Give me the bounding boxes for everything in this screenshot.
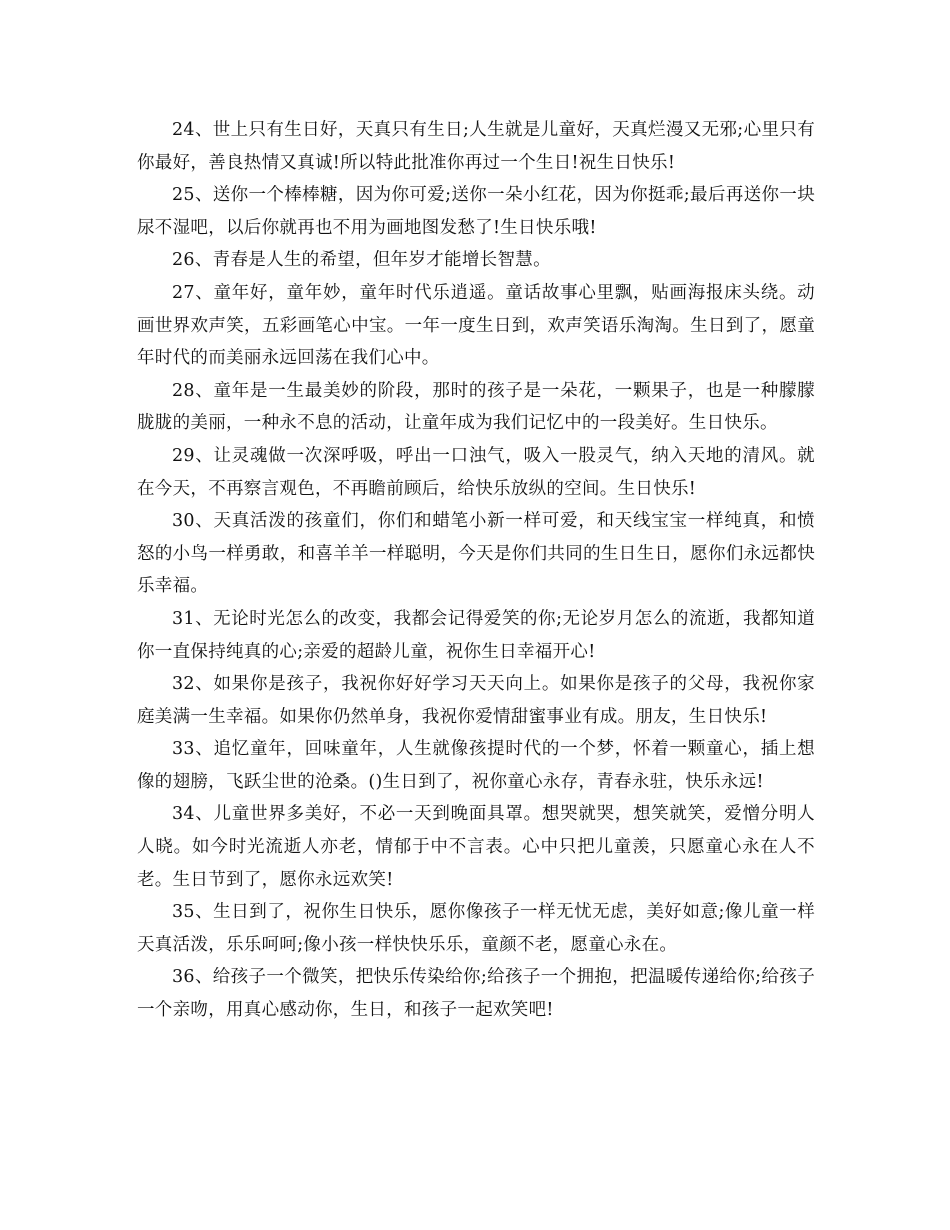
paragraph-24: 24、世上只有生日好，天真只有生日;人生就是儿童好，天真烂漫又无邪;心里只有你最好，善良热情又真诚!所以特此批准你再过一个生日!祝生日快乐!: [137, 120, 815, 173]
paragraph-35: 35、生日到了，祝你生日快乐，愿你像孩子一样无忧无虑，美好如意;像儿童一样天真活泼，乐乐呵呵;像小孩一样快快乐乐，童颜不老，愿童心永在。: [137, 902, 815, 955]
paragraph-25: 25、送你一个棒棒糖，因为你可爱;送你一朵小红花，因为你挺乖;最后再送你一块尿不湿吧，以后你就再也不用为画地图发愁了!生日快乐哦!: [137, 185, 815, 238]
paragraph-34: 34、儿童世界多美好，不必一天到晚面具罩。想哭就哭，想笑就笑，爱憎分明人人晓。如今时光流逝人亦老，情郁于中不言表。心中只把儿童羡，只愿童心永在人不老。生日节到了，愿你永远欢笑!: [137, 804, 815, 890]
document-page: [137, 114, 815, 1027]
paragraph-28: 28、童年是一生最美妙的阶段，那时的孩子是一朵花，一颗果子，也是一种朦朦胧胧的美丽，一种永不息的活动，让童年成为我们记忆中的一段美好。生日快乐。: [137, 380, 815, 434]
paragraph-26: 26、青春是人生的希望，但年岁才能增长智慧。: [172, 250, 551, 271]
paragraph-33: 33、追忆童年，回味童年，人生就像孩提时代的一个梦，怀着一颗童心，插上想像的翅膀，飞跃尘世的沧桑。()生日到了，祝你童心永存，青春永驻，快乐永远!: [137, 739, 815, 792]
paragraph-32: 32、如果你是孩子，我祝你好好学习天天向上。如果你是孩子的父母，我祝你家庭美满一生幸福。如果你仍然单身，我祝你爱情甜蜜事业有成。朋友，生日快乐!: [137, 674, 815, 727]
paragraph-36: 36、给孩子一个微笑，把快乐传染给你;给孩子一个拥抱，把温暖传递给你;给孩子一个亲吻，用真心感动你，生日，和孩子一起欢笑吧!: [137, 967, 815, 1021]
paragraph-29: 29、让灵魂做一次深呼吸，呼出一口浊气，吸入一股灵气，纳入天地的清风。就在今天，不再察言观色，不再瞻前顾后，给快乐放纵的空间。生日快乐!: [137, 445, 815, 499]
paragraph-27: 27、童年好，童年妙，童年时代乐逍遥。童话故事心里飘，贴画海报床头绕。动画世界欢声笑，五彩画笔心中宝。一年一度生日到，欢声笑语乐淘淘。生日到了，愿童年时代的而美丽永远回荡在我们心中。: [137, 282, 815, 369]
paragraph-31: 31、无论时光怎么的改变，我都会记得爱笑的你;无论岁月怎么的流逝，我都知道你一直保持纯真的心;亲爱的超龄儿童，祝你生日幸福开心!: [137, 608, 815, 662]
paragraph-30: 30、天真活泼的孩童们，你们和蜡笔小新一样可爱，和天线宝宝一样纯真，和愤怒的小鸟一样勇敢，和喜羊羊一样聪明，今天是你们共同的生日生日，愿你们永远都快乐幸福。: [137, 511, 815, 597]
